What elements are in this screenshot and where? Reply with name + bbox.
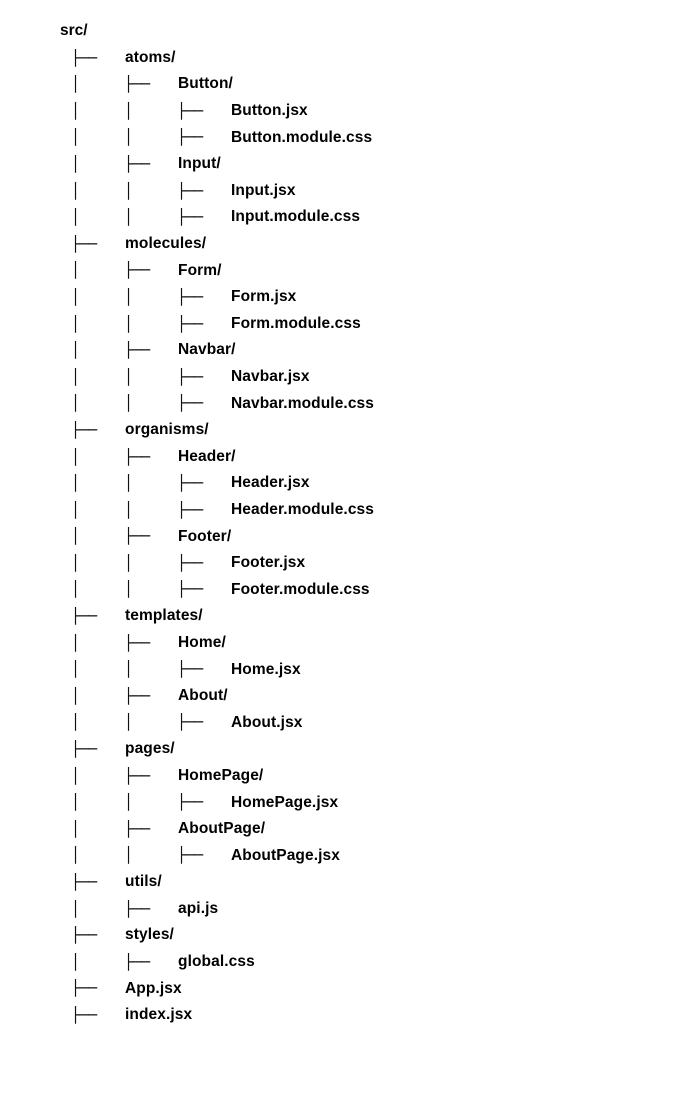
tree-branch-connector [174,124,227,151]
tree-guide-pipe [121,789,174,816]
tree-node-label: HomePage.jsx [231,793,339,811]
tree-file-row[interactable] [0,178,700,205]
tree-folder-row[interactable] [0,71,700,98]
tree-branch-connector [68,231,121,258]
tree-file-row[interactable] [0,470,700,497]
tree-file-row[interactable] [0,311,700,338]
tree-branch-connector [174,311,227,338]
tree-guide-pipe [121,576,174,603]
tree-guide-pipe [68,683,121,710]
tree-node-label: utils/ [125,873,162,891]
tree-guide-pipe [121,390,174,417]
tree-folder-row[interactable] [0,444,700,471]
tree-guide-pipe [68,709,121,736]
tree-branch-connector [121,630,174,657]
tree-branch-connector [121,523,174,550]
tree-folder-row[interactable] [0,417,700,444]
tree-node-label: Navbar/ [178,341,236,359]
tree-file-row[interactable] [0,789,700,816]
tree-branch-connector [68,45,121,72]
tree-node-label: pages/ [125,740,175,758]
tree-file-row[interactable] [0,284,700,311]
tree-node-label: Button.module.css [231,128,373,146]
tree-guide-pipe [68,284,121,311]
tree-guide-pipe [121,98,174,125]
tree-branch-connector [68,736,121,763]
tree-branch-connector [174,284,227,311]
tree-guide-pipe [121,364,174,391]
tree-branch-connector [121,71,174,98]
tree-node-label: index.jsx [125,1006,193,1024]
tree-node-label: styles/ [125,926,174,944]
tree-branch-connector [174,550,227,577]
tree-guide-pipe [68,789,121,816]
tree-node-label: HomePage/ [178,766,264,784]
tree-branch-connector [174,364,227,391]
tree-folder-row[interactable] [0,763,700,790]
tree-file-row[interactable] [0,497,700,524]
tree-node-label: Button/ [178,75,233,93]
tree-branch-connector [121,444,174,471]
tree-node-label: atoms/ [125,48,176,66]
tree-node-label: Header.module.css [231,500,374,518]
tree-node-label: App.jsx [125,979,182,997]
tree-guide-pipe [68,257,121,284]
tree-guide-pipe [68,71,121,98]
tree-node-label: Form.jsx [231,288,297,306]
tree-folder-row[interactable] [0,869,700,896]
tree-node-label: organisms/ [125,421,209,439]
tree-branch-connector [174,656,227,683]
tree-guide-pipe [121,204,174,231]
tree-node-label: Form/ [178,261,222,279]
tree-guide-pipe [121,124,174,151]
tree-branch-connector [121,257,174,284]
tree-node-label: AboutPage/ [178,820,266,838]
tree-folder-row[interactable] [0,816,700,843]
tree-branch-connector [68,417,121,444]
tree-node-label: global.css [178,953,255,971]
tree-file-row[interactable] [0,896,700,923]
tree-guide-pipe [121,656,174,683]
tree-branch-connector [174,497,227,524]
tree-branch-connector [174,98,227,125]
tree-folder-row[interactable] [0,45,700,72]
tree-folder-row[interactable] [0,523,700,550]
tree-branch-connector [174,709,227,736]
tree-file-row[interactable] [0,709,700,736]
tree-node-label: Footer.module.css [231,580,370,598]
tree-guide-pipe [68,364,121,391]
tree-guide-pipe [68,204,121,231]
tree-node-label: Footer/ [178,527,232,545]
tree-folder-row[interactable] [0,683,700,710]
tree-guide-pipe [121,178,174,205]
tree-file-row[interactable] [0,390,700,417]
tree-branch-connector [174,576,227,603]
tree-node-label: api.js [178,899,219,917]
tree-guide-pipe [121,550,174,577]
tree-branch-connector [121,151,174,178]
tree-branch-connector [174,178,227,205]
tree-node-label: Footer.jsx [231,554,306,572]
tree-branch-connector [121,896,174,923]
tree-node-label: Input.jsx [231,181,296,199]
tree-folder-row[interactable] [0,630,700,657]
tree-folder-row[interactable] [0,151,700,178]
tree-file-row[interactable] [0,1002,700,1029]
tree-branch-connector [68,1002,121,1029]
tree-guide-pipe [68,311,121,338]
tree-folder-row[interactable] [0,603,700,630]
tree-guide-pipe [68,523,121,550]
tree-branch-connector [174,390,227,417]
tree-guide-pipe [121,470,174,497]
tree-file-row[interactable] [0,949,700,976]
tree-guide-pipe [68,550,121,577]
tree-guide-pipe [68,576,121,603]
tree-guide-pipe [68,124,121,151]
tree-guide-pipe [121,709,174,736]
tree-guide-pipe [68,98,121,125]
tree-guide-pipe [68,896,121,923]
tree-root-label: src/ [60,22,88,40]
tree-guide-pipe [121,284,174,311]
tree-branch-connector [174,470,227,497]
tree-guide-pipe [121,497,174,524]
tree-branch-connector [174,842,227,869]
tree-folder-row[interactable] [0,231,700,258]
tree-guide-pipe [68,151,121,178]
tree-guide-pipe [68,444,121,471]
tree-node-label: Header/ [178,447,236,465]
tree-folder-row[interactable] [0,257,700,284]
tree-file-row[interactable] [0,124,700,151]
tree-guide-pipe [68,842,121,869]
tree-file-row[interactable] [0,550,700,577]
tree-guide-pipe [68,470,121,497]
tree-branch-connector [68,869,121,896]
tree-guide-pipe [68,390,121,417]
tree-guide-pipe [121,842,174,869]
tree-file-row[interactable] [0,975,700,1002]
tree-branch-connector [174,789,227,816]
tree-node-label: About/ [178,687,228,705]
tree-node-label: Home.jsx [231,660,301,678]
tree-guide-pipe [68,337,121,364]
tree-guide-pipe [68,497,121,524]
tree-branch-connector [121,683,174,710]
tree-file-row[interactable] [0,204,700,231]
tree-folder-row[interactable] [0,922,700,949]
tree-node-label: Input/ [178,155,221,173]
tree-node-label: Input.module.css [231,208,361,226]
tree-node-label: Button.jsx [231,102,308,120]
tree-branch-connector [121,763,174,790]
tree-folder-row[interactable] [0,337,700,364]
tree-file-row[interactable] [0,364,700,391]
tree-node-label: Navbar.jsx [231,368,310,386]
tree-folder-row[interactable] [0,736,700,763]
tree-guide-pipe [68,178,121,205]
tree-file-row[interactable] [0,842,700,869]
tree-guide-pipe [68,656,121,683]
tree-guide-pipe [68,630,121,657]
tree-root-row [0,18,700,45]
tree-node-label: molecules/ [125,235,207,253]
tree-node-label: AboutPage.jsx [231,846,340,864]
tree-node-label: templates/ [125,607,203,625]
tree-branch-connector [68,975,121,1002]
tree-node-label: Form.module.css [231,314,361,332]
tree-guide-pipe [121,311,174,338]
tree-file-row[interactable] [0,98,700,125]
tree-node-label: Navbar.module.css [231,394,374,412]
tree-guide-pipe [68,816,121,843]
tree-branch-connector [174,204,227,231]
tree-body [0,45,700,1029]
tree-branch-connector [68,922,121,949]
tree-guide-pipe [68,763,121,790]
tree-node-label: Header.jsx [231,474,310,492]
tree-branch-connector [68,603,121,630]
tree-node-label: About.jsx [231,713,303,731]
tree-branch-connector [121,816,174,843]
tree-branch-connector [121,949,174,976]
tree-branch-connector [121,337,174,364]
tree-file-row[interactable] [0,576,700,603]
tree-guide-pipe [68,949,121,976]
tree-node-label: Home/ [178,633,226,651]
tree-file-row[interactable] [0,656,700,683]
